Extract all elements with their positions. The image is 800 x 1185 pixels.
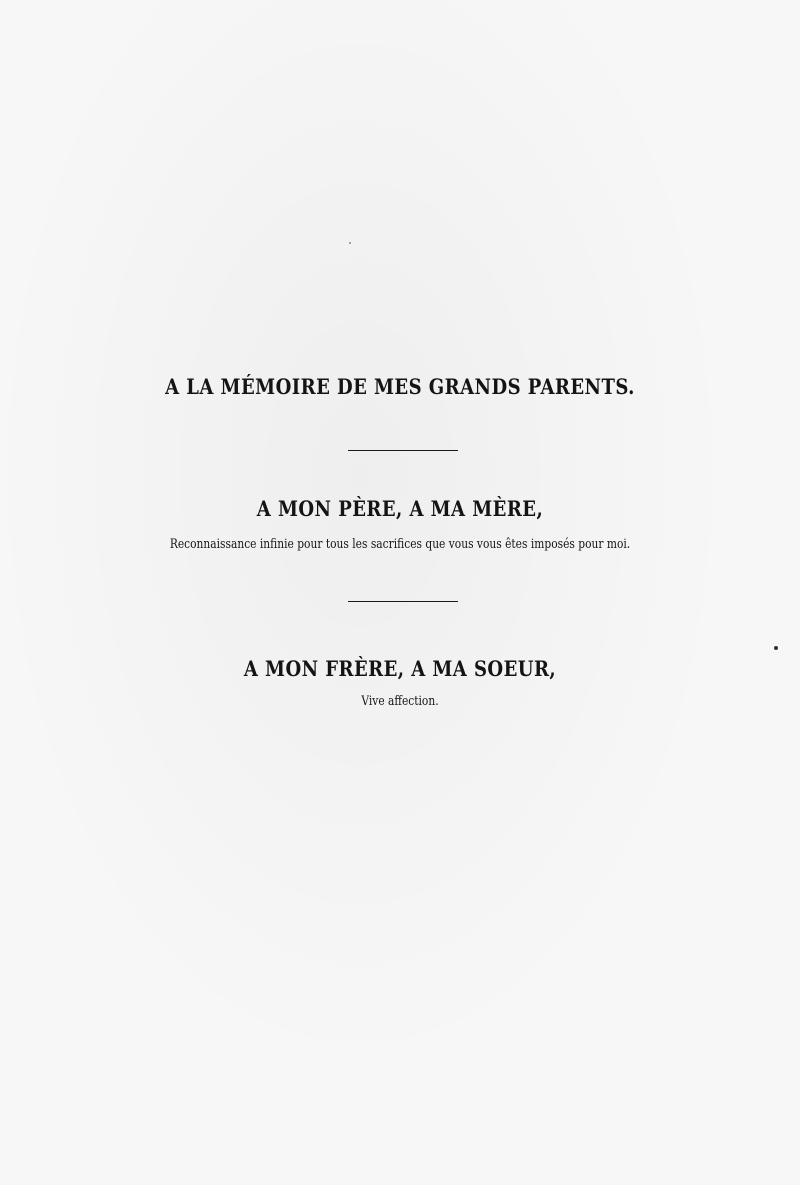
dedication-siblings: A MON FRÈRE, A MA SOEUR, xyxy=(243,656,557,681)
dedication-siblings-text: Vive affection. xyxy=(361,694,439,709)
divider-rule xyxy=(348,601,458,602)
divider-rule xyxy=(348,450,458,451)
dedication-parents: A MON PÈRE, A MA MÈRE, xyxy=(256,496,544,521)
dedication-grandparents: A LA MÉMOIRE DE MES GRANDS PARENTS. xyxy=(165,374,635,399)
paper-speck xyxy=(774,646,778,650)
paper-speck xyxy=(349,242,351,244)
dedication-parents-text: Reconnaissance infinie pour tous les sacrifices que vous vous êtes imposés pour moi. xyxy=(169,537,631,552)
